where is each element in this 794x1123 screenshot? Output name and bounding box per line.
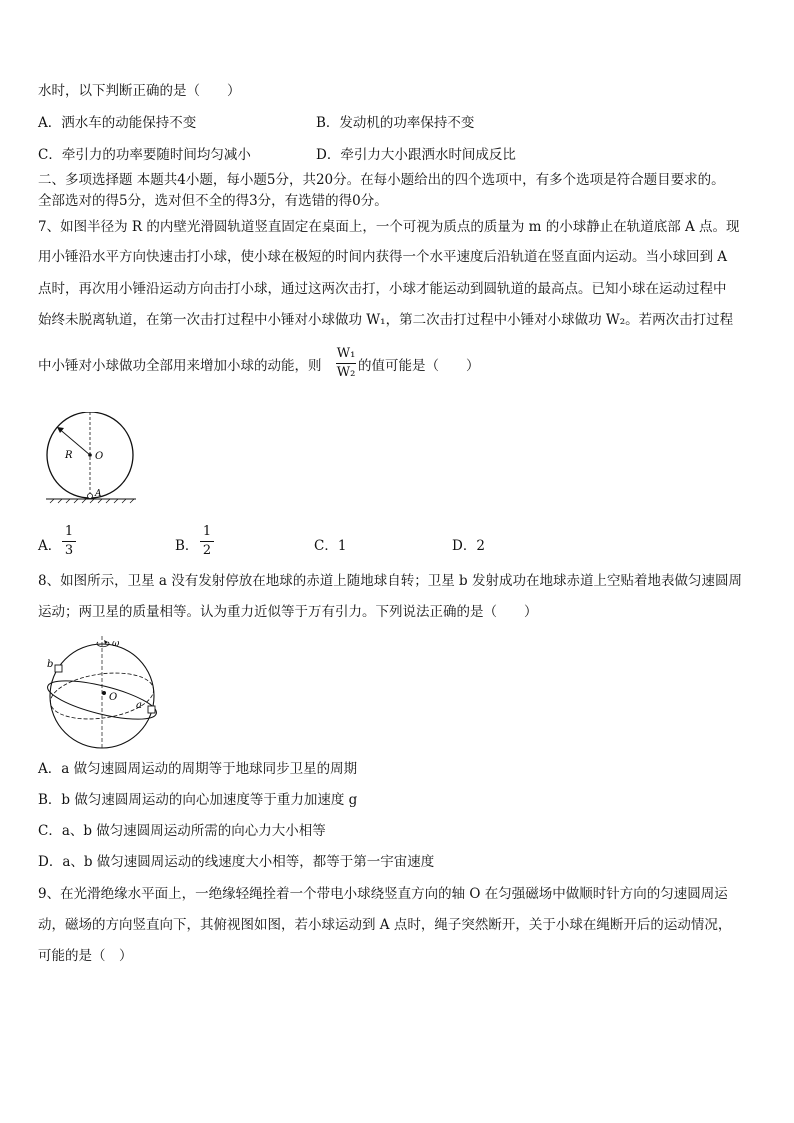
q7-stem-line2: 用小锤沿水平方向快速击打小球，使小球在极短的时间内获得一个水平速度后沿轨道在竖直面内运动。当小球回到 A [38,249,728,265]
q8-figure-label-omega: ω [112,639,120,649]
q8-stem-line1: 8、如图所示，卫星 a 没有发射停放在地球的赤道上随地球自转；卫星 b 发射成功在地球赤道上空贴着地表做匀速圆周 [38,573,742,589]
q8-figure-label-b: b [47,659,54,670]
q7-option-a-label: A． [38,538,62,554]
q8-option-c: C．a、b 做匀速圆周运动所需的向心力大小相等 [38,823,326,839]
q8-figure-label-o: O [109,692,118,703]
q7-stem-line5a: 中小锤对小球做功全部用来增加小球的动能，则 [38,358,322,374]
q7-stem-line5b: 的值可能是（ ） [358,358,480,374]
q7-figure-label-r: R [65,450,73,461]
q7-ratio-fraction [336,346,356,381]
q7-stem-line4: 始终未脱离轨道，在第一次击打过程中小锤对小球做功 W₁，第二次击打过程中小锤对小球做功 W₂。若两次击打过程 [38,312,734,328]
q7-circular-track-figure [40,412,140,504]
q8-stem-line2: 运动；两卫星的质量相等。认为重力近似等于万有引力。下列说法正确的是（ ） [38,604,538,620]
q7-option-a-fraction [62,524,76,559]
q8-figure-label-a: a [136,700,142,711]
q7-option-b-numerator: 1 [202,524,212,539]
q7-option-c: C．1 [314,538,347,554]
q7-option-a-numerator: 1 [64,524,74,539]
q9-stem-line3: 可能的是（ ） [38,948,133,964]
q7-figure-label-o: O [95,451,104,462]
q7-stem-line1: 7、如图半径为 R 的内壁光滑圆轨道竖直固定在桌面上，一个可视为质点的质量为 m 的小球静止在轨道底部 A 点。现 [38,219,740,235]
q7-figure-label-a: A [95,489,102,499]
q7-option-a-denominator: 3 [64,543,74,558]
q7-option-b-denominator: 2 [202,543,212,558]
q7-option-b-fraction [200,524,214,559]
q7-ratio-numerator: W₁ [336,346,356,361]
q9-stem-line2: 动，磁场的方向竖直向下，其俯视图如图，若小球运动到 A 点时，绳子突然断开，关于小球在绳断开后的运动情况， [38,917,732,933]
q7-stem-line3: 点时，再次用小锤沿运动方向击打小球，通过这两次击打，小球才能运动到圆轨道的最高点。已知小球在运动过程中 [38,281,727,297]
q8-option-b: B．b 做匀速圆周运动的向心加速度等于重力加速度 g [38,792,358,808]
q6-option-c: C．牵引力的功率要随时间均匀减小 [38,147,251,163]
q7-option-b-label: B． [175,538,199,554]
q6-option-d: D．牵引力大小跟洒水时间成反比 [316,147,516,163]
section2-heading-line2: 全部选对的得5分，选对但不全的得3分，有选错的得0分。 [38,193,388,209]
q6-option-a: A．洒水车的动能保持不变 [38,115,197,131]
q6-option-b: B．发动机的功率保持不变 [316,115,475,131]
q8-option-a: A．a 做匀速圆周运动的周期等于地球同步卫星的周期 [38,761,358,777]
q6-stem-tail: 水时，以下判断正确的是（ ） [38,83,241,99]
q8-earth-satellite-figure [40,634,164,752]
q9-stem-line1: 9、在光滑绝缘水平面上，一绝缘轻绳拴着一个带电小球绕竖直方向的轴 O 在匀强磁场中做顺时针方向的匀速圆周运 [38,886,728,902]
q8-option-d: D．a、b 做匀速圆周运动的线速度大小相等，都等于第一宇宙速度 [38,854,435,870]
q7-option-d: D．2 [452,538,485,554]
q7-ratio-denominator: W₂ [336,365,356,380]
section2-heading-line1: 二、多项选择题 本题共4小题，每小题5分，共20分。在每小题给出的四个选项中，有多个选项是符合题目要求的。 [38,172,725,188]
